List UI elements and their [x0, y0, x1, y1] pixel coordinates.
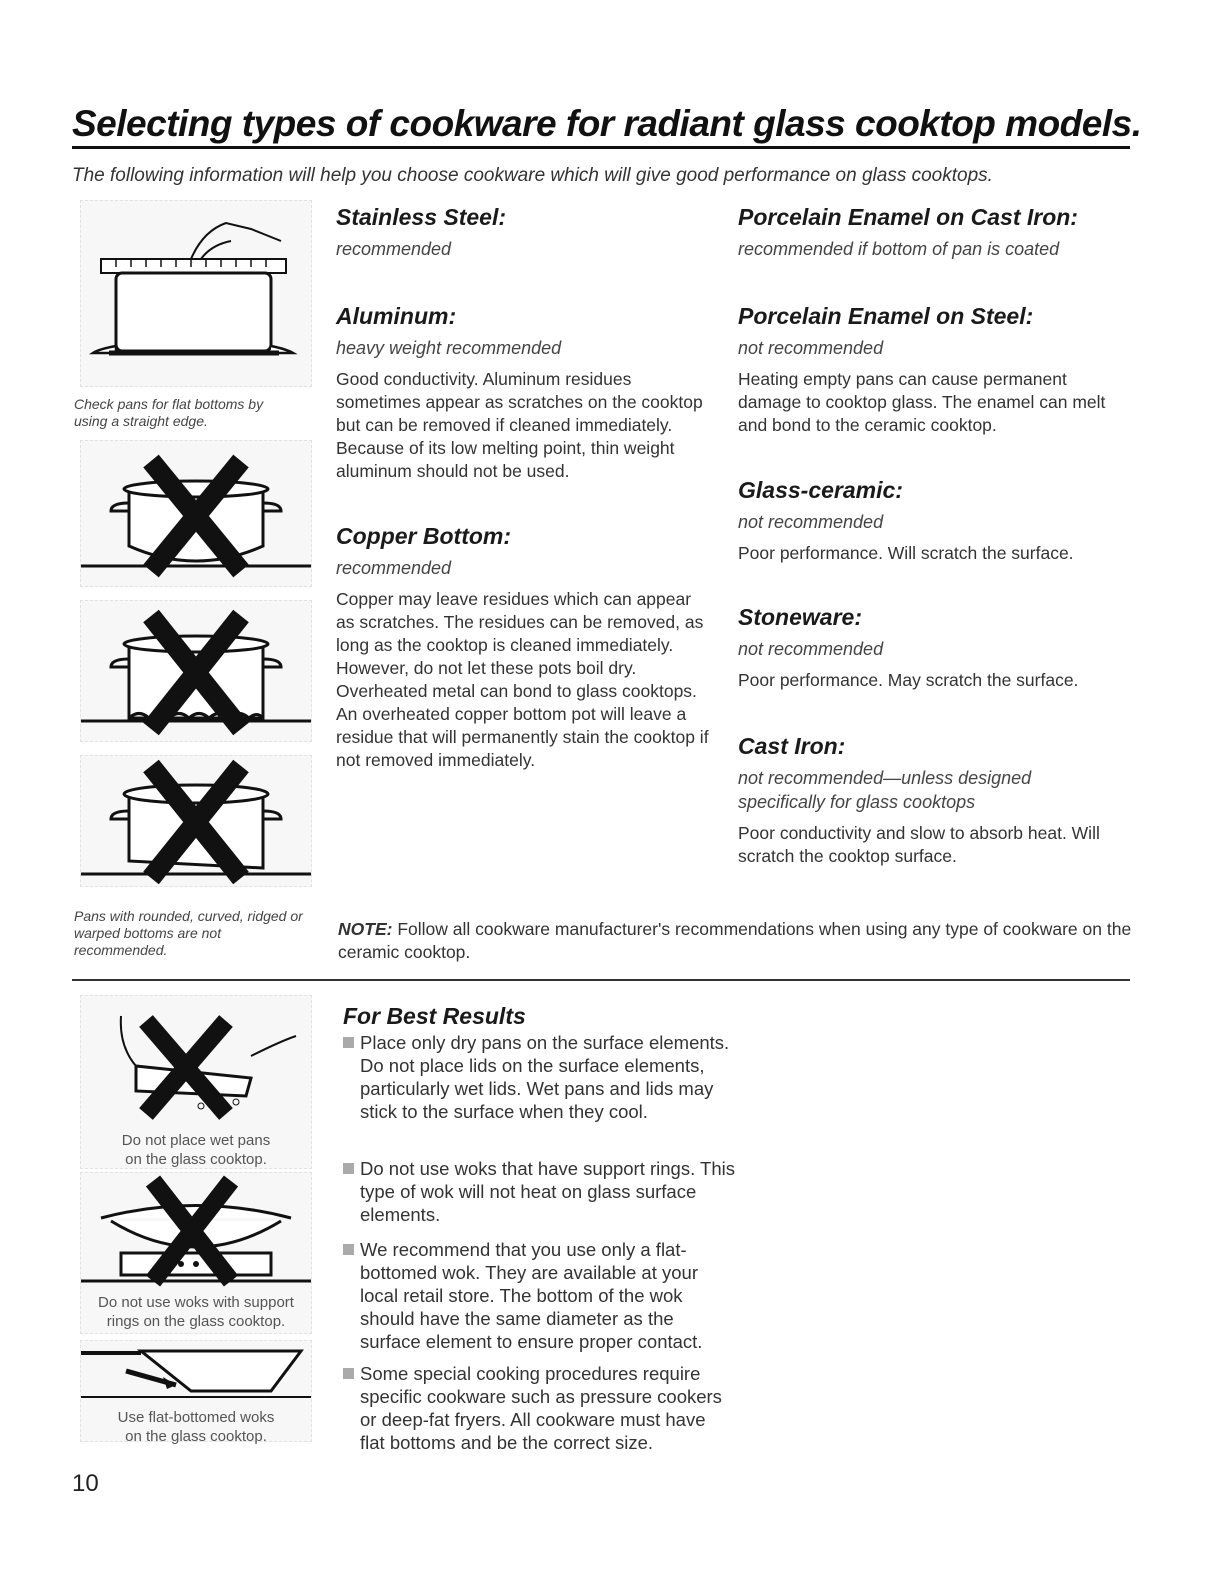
- porcelain-cast-iron-rating: recommended if bottom of pan is coated: [738, 239, 1060, 259]
- warped-bottom-pot-illustration: [80, 755, 312, 887]
- best-results-heading: For Best Results: [343, 1003, 526, 1029]
- wok-rings-caption: Do not use woks with support rings on the glass cooktop.: [98, 1294, 294, 1330]
- copper-bottom-heading: Copper Bottom:: [336, 523, 512, 549]
- wet-pan-crossed-icon: [81, 996, 311, 1126]
- porcelain-steel-heading: Porcelain Enamel on Steel:: [738, 303, 1034, 329]
- porcelain-cast-iron-heading: Porcelain Enamel on Cast Iron:: [738, 204, 1078, 230]
- porcelain-steel-body: Heating empty pans can cause permanent damage to cooktop glass. The enamel can melt and bond to the ceramic cooktop.: [738, 369, 1106, 435]
- glass-ceramic-section: [738, 477, 1123, 565]
- note-body: Follow all cookware manufacturer's recommendations when using any type of cookware on the ceramic cooktop.: [338, 919, 1132, 962]
- best-results-bullet: Some special cooking procedures require specific cookware such as pressure cookers or deep-fat fryers. All cookware must have flat bottoms and be the correct size.: [343, 1362, 735, 1454]
- flat-wok-caption: Use flat-bottomed woks on the glass cooktop.: [117, 1409, 275, 1445]
- wok-rings-illustration: [80, 1172, 312, 1334]
- wet-pans-illustration: [80, 995, 312, 1169]
- rounded-pot-crossed-icon: [81, 441, 311, 586]
- stainless-steel-heading: Stainless Steel:: [336, 204, 507, 230]
- page-number: 10: [72, 1470, 99, 1497]
- stainless-steel-rating: recommended: [336, 239, 452, 259]
- straight-edge-caption: Check pans for flat bottoms by using a straight edge.: [74, 396, 264, 429]
- copper-bottom-rating: recommended: [336, 558, 452, 578]
- intro-text: The following information will help you choose cookware which will give good performance on glass cooktops.: [72, 165, 993, 186]
- best-results-bullet: Do not use woks that have support rings. This type of wok will not heat on glass surface elements.: [343, 1157, 735, 1226]
- wok-ring-crossed-icon: [81, 1173, 311, 1288]
- porcelain-steel-rating: not recommended: [738, 338, 884, 358]
- cast-iron-rating: not recommended—unless designed specifically for glass cooktops: [738, 768, 1032, 812]
- best-results-bullet: Place only dry pans on the surface elements. Do not place lids on the surface elements, particularly wet lids. Wet pans and lids may stick to the surface when they cool.: [343, 1031, 735, 1123]
- bullet-square-icon: [343, 1037, 354, 1048]
- section-divider: [72, 979, 1130, 981]
- aluminum-heading: Aluminum:: [336, 303, 457, 329]
- title-rule: [72, 146, 1130, 149]
- cast-iron-body: Poor conductivity and slow to absorb heat. Will scratch the cooktop surface.: [738, 823, 1100, 866]
- note-text: [338, 918, 1138, 964]
- cast-iron-heading: Cast Iron:: [738, 733, 846, 759]
- straight-edge-illustration: [80, 200, 312, 387]
- flat-wok-illustration: [80, 1340, 312, 1445]
- warped-pans-caption: Pans with rounded, curved, ridged or warped bottoms are not recommended.: [74, 908, 303, 958]
- porcelain-steel-section: [738, 303, 1123, 437]
- flat-wok-icon: [81, 1341, 311, 1403]
- stoneware-rating: not recommended: [738, 639, 884, 659]
- glass-ceramic-body: Poor performance. Will scratch the surface.: [738, 543, 1074, 563]
- aluminum-section: [336, 303, 716, 483]
- page-title: Selecting types of cookware for radiant glass cooktop models.: [72, 103, 1142, 144]
- bullet-square-icon: [343, 1368, 354, 1379]
- stoneware-section: [738, 604, 1123, 692]
- copper-bottom-body: Copper may leave residues which can appear as scratches. The residues can be removed, as long as the cooktop is cleaned immediately. However, do not let these pots boil dry. Overheated metal can bond to glass cooktops. An overheated copper bottom pot will leave a residue that will permanently stain the cooktop if not removed immediately.: [336, 589, 709, 770]
- porcelain-cast-iron-section: [738, 204, 1123, 261]
- bullet-square-icon: [343, 1244, 354, 1255]
- ridged-bottom-pot-illustration: [80, 600, 312, 742]
- aluminum-rating: heavy weight recommended: [336, 338, 562, 358]
- copper-bottom-section: [336, 523, 711, 772]
- ridged-pot-crossed-icon: [81, 601, 311, 741]
- cast-iron-section: [738, 733, 1123, 868]
- glass-ceramic-heading: Glass-ceramic:: [738, 477, 903, 503]
- aluminum-body: Good conductivity. Aluminum residues sometimes appear as scratches on the cooktop but can be removed if cleaned immediately. Because of its low melting point, thin weight aluminum should not be used.: [336, 369, 703, 481]
- glass-ceramic-rating: not recommended: [738, 512, 884, 532]
- wet-pans-caption: Do not place wet pans on the glass cooktop.: [121, 1132, 271, 1168]
- bullet-square-icon: [343, 1163, 354, 1174]
- stainless-steel-section: [336, 204, 716, 261]
- stoneware-heading: Stoneware:: [738, 604, 862, 630]
- best-results-bullet: We recommend that you use only a flat-bottomed wok. They are available at your local retail store. The bottom of the wok should have the same diameter as the surface element to ensure proper contact.: [343, 1238, 735, 1353]
- note-label: NOTE:: [338, 919, 393, 939]
- warped-pot-crossed-icon: [81, 756, 311, 886]
- rounded-bottom-pot-illustration: [80, 440, 312, 587]
- stoneware-body: Poor performance. May scratch the surface.: [738, 670, 1079, 690]
- pan-ruler-icon: [81, 201, 311, 386]
